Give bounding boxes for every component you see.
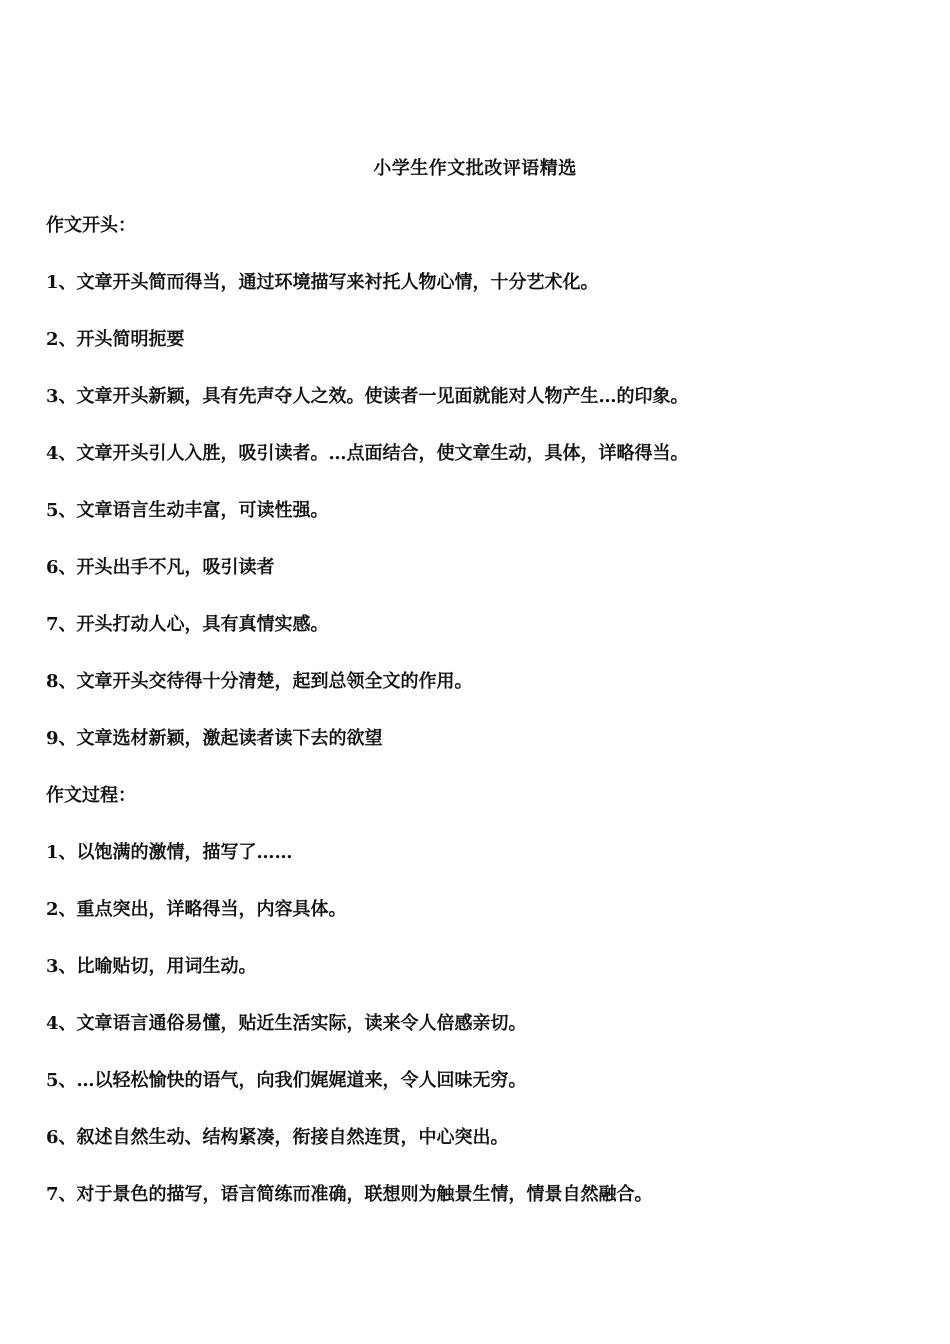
opening-comment-1: 1、文章开头简而得当，通过环境描写来衬托人物心情，十分艺术化。 — [46, 272, 599, 293]
process-comment-3: 3、比喻贴切，用词生动。 — [46, 956, 257, 977]
document-body — [46, 213, 906, 1239]
section-heading-process: 作文过程： — [46, 785, 136, 806]
opening-comment-4: 4、文章开头引人入胜，吸引读者。…点面结合，使文章生动，具体，详略得当。 — [46, 443, 689, 464]
opening-comment-5: 5、文章语言生动丰富，可读性强。 — [46, 500, 329, 521]
opening-comment-2: 2、开头简明扼要 — [46, 329, 185, 350]
opening-comment-7: 7、开头打动人心，具有真情实感。 — [46, 614, 329, 635]
process-comment-1: 1、以饱满的激情，描写了…… — [46, 842, 293, 863]
process-comment-7: 7、对于景色的描写，语言简练而准确，联想则为触景生情，情景自然融合。 — [46, 1184, 653, 1205]
section-heading-opening: 作文开头： — [46, 215, 136, 236]
document-title: 小学生作文批改评语精选 — [373, 158, 577, 179]
process-comment-4: 4、文章语言通俗易懂，贴近生活实际，读来令人倍感亲切。 — [46, 1013, 527, 1034]
process-comment-6: 6、叙述自然生动、结构紧凑，衔接自然连贯，中心突出。 — [46, 1127, 509, 1148]
opening-comment-8: 8、文章开头交待得十分清楚，起到总领全文的作用。 — [46, 671, 473, 692]
opening-comment-3: 3、文章开头新颖，具有先声夺人之效。使读者一见面就能对人物产生…的印象。 — [46, 386, 689, 407]
process-comment-5: 5、…以轻松愉快的语气，向我们娓娓道来，令人回味无穷。 — [46, 1070, 527, 1091]
opening-comment-9: 9、文章选材新颖，激起读者读下去的欲望 — [46, 728, 383, 749]
opening-comment-6: 6、开头出手不凡，吸引读者 — [46, 557, 275, 578]
process-comment-2: 2、重点突出，详略得当，内容具体。 — [46, 899, 347, 920]
